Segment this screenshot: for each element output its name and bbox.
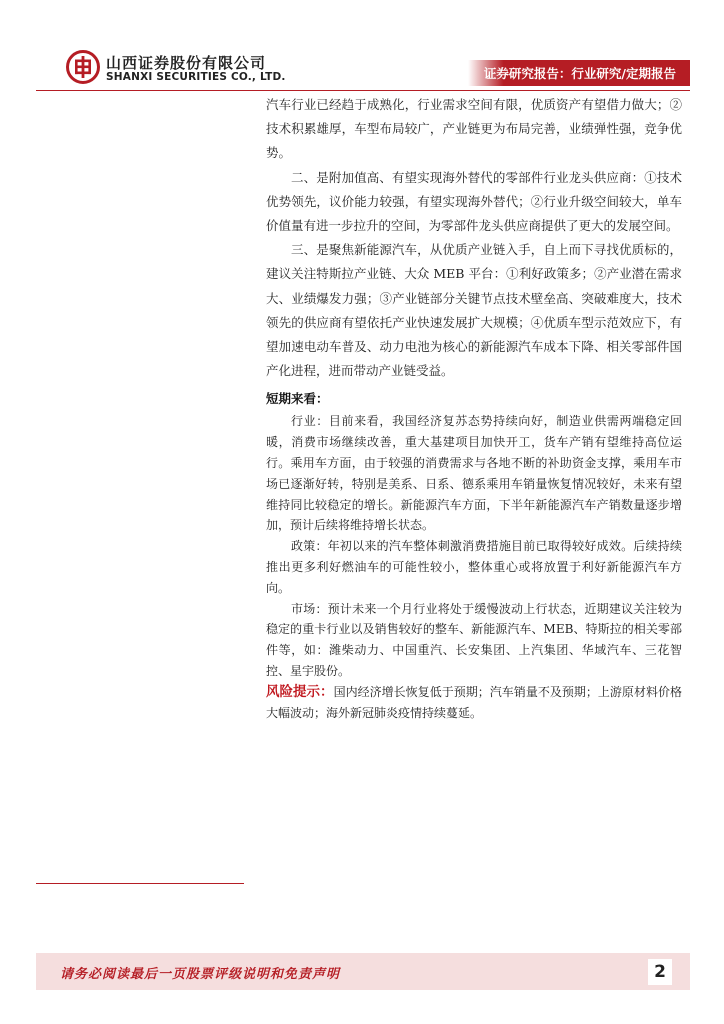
paragraph-policy: 政策：年初以来的汽车整体刺激消费措施目前已取得较好成效。后续持续推出更多利好燃油车的可能性较小，整体重心或将放置于利好新能源汽车方向。 (266, 539, 682, 595)
disclaimer-notice: 请务必阅读最后一页股票评级说明和免责声明 (60, 967, 341, 982)
paragraph-component-suppliers: 二、是附加值高、有望实现海外替代的零部件行业龙头供应商：①技术优势领先，议价能力较强，有望实现海外替代；②行业升级空间较大，单车价值量有进一步拉升的空间，为零部件龙头供应商提供了更大的发展空间。 (266, 169, 682, 234)
paragraph-new-energy: 三、是聚焦新能源汽车，从优质产业链入手，自上而下寻找优质标的，建议关注特斯拉产业链、大众 MEB 平台：①利好政策多；②产业潜在需求大、业绩爆发力强；③产业链部分关键节点技术壁垒高、突破难度大，技术领先的供应商有望依托产业快速发展扩大规模；④优质车型示范效应下，有望加速电动车普及、动力电池为核心的新能源汽车成本下降、相关零部件国产化进程，进而带动产业链受益。 (266, 242, 682, 379)
page-number: 2 (648, 959, 672, 985)
report-type-band (468, 60, 690, 86)
paragraph-market: 市场：预计未来一个月行业将处于缓慢波动上行状态，近期建议关注较为稳定的重卡行业以及销售较好的整车、新能源汽车、MEB、特斯拉的相关零部件等，如：潍柴动力、中国重汽、长安集团、上汽集团、华域汽车、三花智控、星宇股份。 (266, 601, 682, 678)
company-name-en: SHANXI SECURITIES CO., LTD. (106, 71, 286, 83)
footnote-divider (36, 883, 244, 884)
company-name-cn: 山西证券股份有限公司 (106, 54, 267, 72)
page-header (0, 0, 724, 92)
header-divider (36, 90, 690, 91)
report-body (266, 93, 682, 723)
report-type-label: 证券研究报告：行业研究/定期报告 (483, 66, 676, 81)
page-footer (36, 953, 690, 990)
paragraph-continued: 汽车行业已经趋于成熟化，行业需求空间有限，优质资产有望借力做大；②技术积累雄厚，车型布局较广，产业链更为布局完善，业绩弹性强，竞争优势。 (266, 97, 682, 161)
risk-label: 风险提示： (266, 683, 334, 700)
shanxi-securities-logo-icon (66, 50, 100, 84)
short-term-heading: 短期来看： (266, 391, 329, 407)
risk-text: 国内经济增长恢复低于预期；汽车销量不及预期；上游原材料价格大幅波动；海外新冠肺炎疫情持续蔓延。 (266, 684, 682, 720)
paragraph-industry: 行业：目前来看，我国经济复苏态势持续向好，制造业供需两端稳定回暖，消费市场继续改善，重大基建项目加快开工，货车产销有望维持高位运行。乘用车方面，由于较强的消费需求与各地不断的补助资金支撑，乘用车市场已逐渐好转，特别是美系、日系、德系乘用车销量恢复情况较好，未来有望维持同比较稳定的增长。新能源汽车方面，下半年新能源汽车产销数量逐步增加，预计后续将维持增长状态。 (266, 414, 682, 533)
risk-warning (266, 682, 682, 724)
